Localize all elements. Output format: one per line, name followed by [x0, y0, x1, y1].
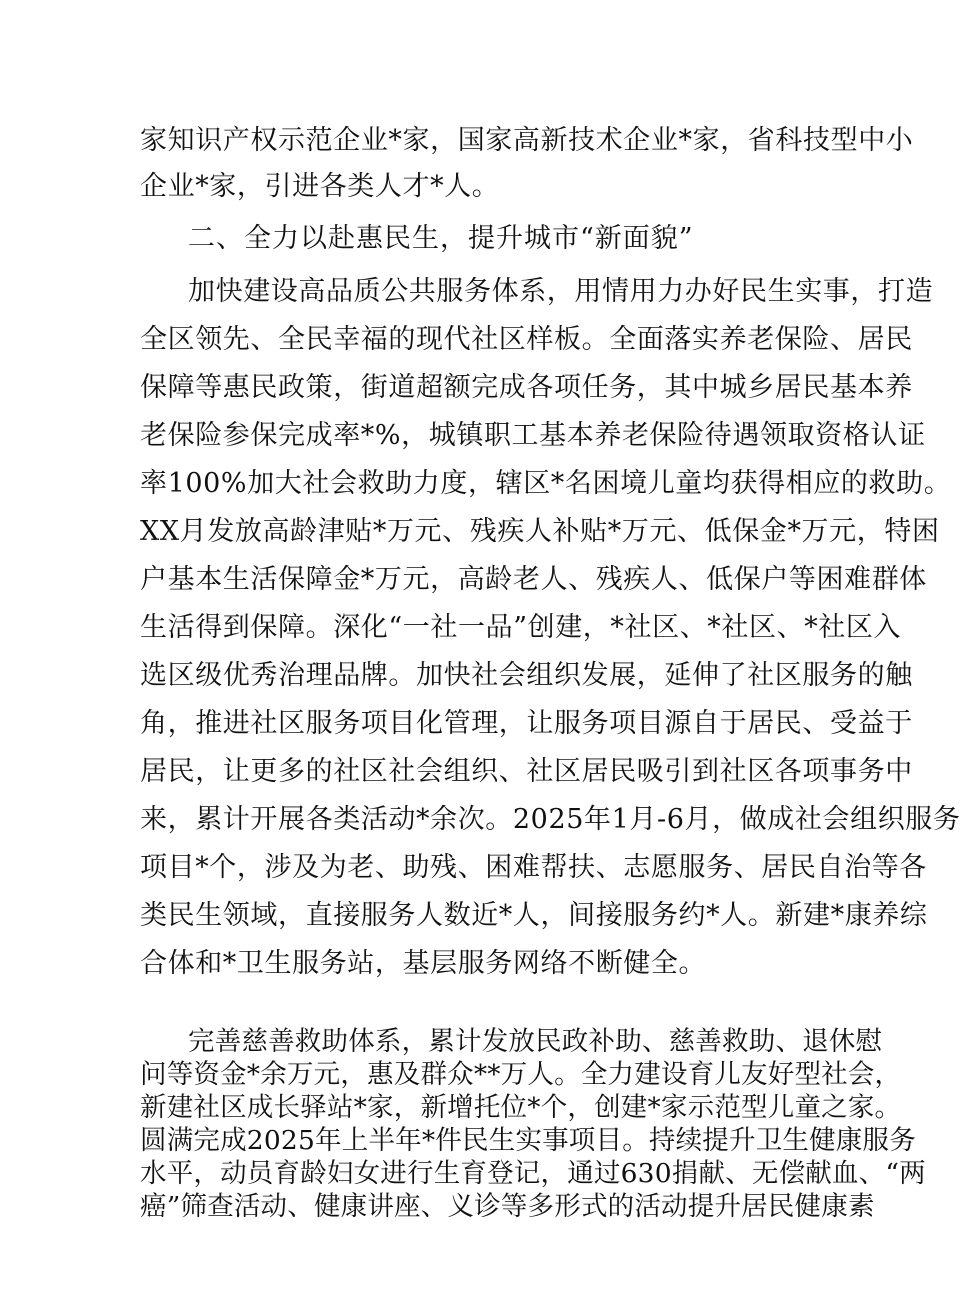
- paragraph-1-line-11: 居民，让更多的社区社会组织、社区居民吸引到社区各项事务中: [140, 756, 913, 787]
- section-heading: 二、全力以赴惠民生，提升城市“新面貌”: [188, 223, 694, 254]
- paragraph-1-line-5: 率100%加大社会救助力度，辖区*名困境儿童均获得相应的救助。: [140, 468, 952, 499]
- paragraph-1-line-9: 选区级优秀治理品牌。加快社会组织发展，延伸了社区服务的触: [140, 660, 913, 691]
- paragraph-1-line-15: 合体和*卫生服务站，基层服务网络不断健全。: [140, 948, 707, 979]
- paragraph-1-line-1: 加快建设高品质公共服务体系，用情用力办好民生实事，打造: [188, 276, 934, 307]
- paragraph-2-line-5: 水平，动员育龄妇女进行生育登记，通过630捐献、无偿献血、“两: [140, 1158, 926, 1189]
- paragraph-1-line-14: 类民生领域，直接服务人数近*人，间接服务约*人。新建*康养综: [140, 900, 928, 931]
- paragraph-2-line-3: 新建社区成长驿站*家，新增托位*个，创建*家示范型儿童之家。: [140, 1092, 902, 1123]
- paragraph-2-line-4: 圆满完成2025年上半年*件民生实事项目。持续提升卫生健康服务: [140, 1125, 916, 1156]
- intro-line-1: 家知识产权示范企业*家，国家高新技术企业*家，省科技型中小: [140, 125, 914, 156]
- paragraph-2-line-6: 癌”筛查活动、健康讲座、义诊等多形式的活动提升居民健康素: [140, 1191, 875, 1222]
- paragraph-1-line-7: 户基本生活保障金*万元，高龄老人、残疾人、低保户等困难群体: [140, 564, 927, 595]
- intro-line-2: 企业*家，引进各类人才*人。: [140, 171, 500, 202]
- paragraph-2-line-1: 完善慈善救助体系，累计发放民政补助、慈善救助、退休慰: [188, 1026, 883, 1057]
- paragraph-1-line-12: 来，累计开展各类活动*余次。2025年1月-6月，做成社会组织服务: [140, 804, 961, 835]
- paragraph-1-line-2: 全区领先、全民幸福的现代社区样板。全面落实养老保险、居民: [140, 324, 913, 355]
- paragraph-1-line-4: 老保险参保完成率*%，城镇职工基本养老保险待遇领取资格认证: [140, 420, 926, 451]
- paragraph-1-line-10: 角，推进社区服务项目化管理，让服务项目源自于居民、受益于: [140, 708, 913, 739]
- paragraph-2-line-2: 问等资金*余万元，惠及群众**万人。全力建设育儿友好型社会，: [140, 1059, 902, 1090]
- paragraph-1-line-6: XX月发放高龄津贴*万元、残疾人补贴*万元、低保金*万元，特困: [140, 516, 940, 547]
- paragraph-1-line-8: 生活得到保障。深化“一社一品”创建，*社区、*社区、*社区入: [140, 612, 902, 643]
- paragraph-1-line-3: 保障等惠民政策，街道超额完成各项任务，其中城乡居民基本养: [140, 372, 913, 403]
- paragraph-1-line-13: 项目*个，涉及为老、助残、困难帮扶、志愿服务、居民自治等各: [140, 852, 927, 883]
